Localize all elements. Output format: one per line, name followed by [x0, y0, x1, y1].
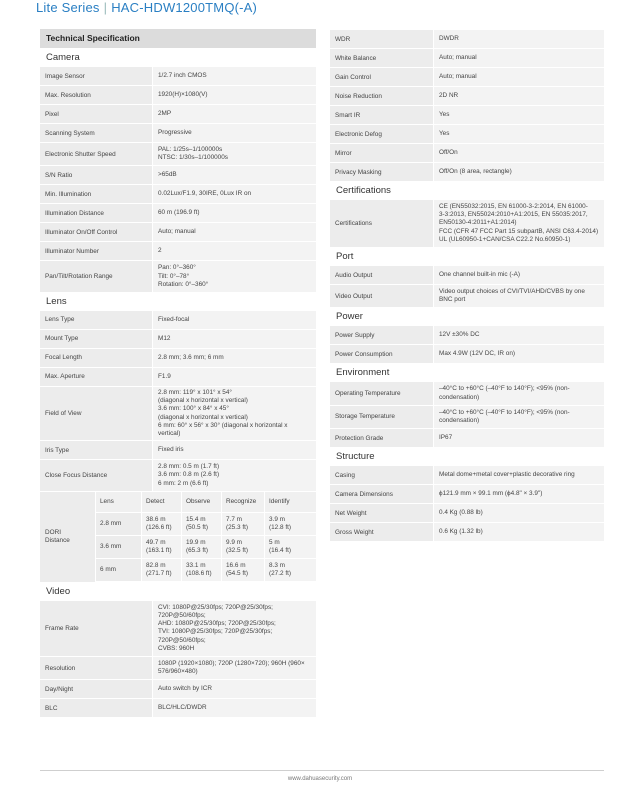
spec-row-audio-output [330, 265, 604, 284]
spec-value: Off/On (8 area, rectangle) [433, 163, 604, 181]
spec-value: 2.8 mm: 119° x 101° x 54° (diagonal x horizontal x vertical) 3.6 mm: 100° x 84° x 45° (diagonal x horizontal x vertical) 6 mm: 60° x 56° x 30° (diagonal x horizontal x vertical) [152, 387, 316, 440]
dori-header-lens: Lens [95, 492, 141, 513]
spec-row-smart-ir [330, 105, 604, 124]
spec-value: 1/2.7 inch CMOS [152, 67, 316, 85]
spec-row-white-balance [330, 48, 604, 67]
spec-row-max-aperture [40, 367, 316, 386]
spec-row-gain-control [330, 67, 604, 86]
spec-row-illumination-distance [40, 203, 316, 222]
spec-value: PAL: 1/25s–1/100000s NTSC: 1/30s–1/100000s [152, 143, 316, 165]
spec-key: Scanning System [40, 124, 152, 142]
spec-row-pixel [40, 104, 316, 123]
section-title-certifications: Certifications [336, 185, 391, 196]
spec-key: WDR [330, 30, 433, 48]
spec-key: Audio Output [330, 266, 433, 284]
spec-row-electronic-shutter-speed [40, 142, 316, 165]
section-title-camera: Camera [46, 52, 80, 63]
section-title-port: Port [336, 251, 354, 262]
dori-lens-cell: 3.6 mm [95, 536, 141, 559]
dori-value-cell: 38.6 m (126.6 ft) [141, 513, 181, 536]
spec-value: Fixed iris [152, 441, 316, 459]
spec-key: Focal Length [40, 349, 152, 367]
dori-value-cell: 9.9 m (32.5 ft) [221, 536, 264, 559]
dori-value-cell: 5 m (16.4 ft) [264, 536, 316, 559]
spec-key: Max. Resolution [40, 86, 152, 104]
spec-key: Mirror [330, 144, 433, 162]
spec-value: 0.02Lux/F1.9, 30IRE, 0Lux IR on [152, 185, 316, 203]
spec-value: Yes [433, 125, 604, 143]
spec-value: BLC/HLC/DWDR [152, 699, 316, 717]
spec-row-net-weight [330, 503, 604, 522]
section-title-video: Video [46, 585, 71, 597]
spec-key: Net Weight [330, 504, 433, 522]
spec-row-privacy-masking [330, 162, 604, 181]
spec-value: Auto; manual [433, 68, 604, 86]
section-title-environment: Environment [336, 367, 390, 379]
spec-key: Field of View [40, 387, 152, 440]
spec-value: Yes [433, 106, 604, 124]
footer-url: www.dahuasecurity.com [287, 776, 353, 782]
series-name: Lite Series [36, 0, 100, 15]
spec-row-wdr [330, 29, 604, 48]
spec-key: Camera Dimensions [330, 485, 433, 503]
spec-value: Auto; manual [152, 223, 316, 241]
spec-value: DWDR [433, 30, 604, 48]
spec-key: Image Sensor [40, 67, 152, 85]
dori-header-identify: Identify [264, 492, 316, 513]
spec-row-power-consumption [330, 344, 604, 363]
page-header [36, 0, 257, 20]
spec-value: 2.8 mm; 3.6 mm; 6 mm [152, 349, 316, 367]
spec-row-casing [330, 465, 604, 484]
spec-key: Protection Grade [330, 429, 433, 447]
spec-value: 1080P (1920×1080); 720P (1280×720); 960H (960× 576/960×480) [152, 657, 316, 679]
dori-value-cell: 16.6 m (54.5 ft) [221, 559, 264, 582]
spec-key: Operating Temperature [330, 382, 433, 404]
spec-row-camera-dimensions [330, 484, 604, 503]
spec-value: 2D NR [433, 87, 604, 105]
spec-row-field-of-view [40, 386, 316, 440]
dori-header-recognize: Recognize [221, 492, 264, 513]
spec-key: Mount Type [40, 330, 152, 348]
dori-value-cell: 82.8 m (271.7 ft) [141, 559, 181, 582]
spec-key: Video Output [330, 285, 433, 307]
spec-row-close-focus-distance [40, 459, 316, 491]
spec-value: Video output choices of CVI/TVI/AHD/CVBS by one BNC port [433, 285, 604, 307]
model-name: HAC-HDW1200TMQ(-A) [111, 0, 258, 15]
spec-value: Off/On [433, 144, 604, 162]
spec-key: BLC [40, 699, 152, 717]
spec-key: Illuminator On/Off Control [40, 223, 152, 241]
spec-key: White Balance [330, 49, 433, 67]
spec-value: –40°C to +60°C (–40°F to 140°F); <95% (non- condensation) [433, 406, 604, 428]
spec-key: Electronic Shutter Speed [40, 143, 152, 165]
spec-row-day-night [40, 679, 316, 698]
spec-value: M12 [152, 330, 316, 348]
spec-value: Pan: 0°–360° Tilt: 0°–78° Rotation: 0°–360° [152, 261, 316, 292]
spec-key: Power Supply [330, 326, 433, 344]
spec-value: CE (EN55032:2015, EN 61000-3-2:2014, EN 61000- 3-3:2013, EN55024:2010+A1:2015, EN 55035:2017, EN50130-4:2011+A1:2014) FCC (CFR 47 FCC Part 15 subpartB, ANSI C63.4-2014) UL (UL60950-1+CAN/CSA C22.2 No.60950-1) [433, 200, 604, 247]
table-title: Technical Specification [40, 29, 316, 48]
spec-value: IP67 [433, 429, 604, 447]
dori-value-cell: 3.9 m (12.8 ft) [264, 513, 316, 536]
spec-row-max-resolution [40, 85, 316, 104]
spec-key: Iris Type [40, 441, 152, 459]
dori-value-cell: 8.3 m (27.2 ft) [264, 559, 316, 582]
spec-value: Auto switch by ICR [152, 680, 316, 698]
spec-row-operating-temperature [330, 381, 604, 404]
spec-key: S/N Ratio [40, 166, 152, 184]
spec-key: Power Consumption [330, 345, 433, 363]
spec-row-storage-temperature [330, 405, 604, 428]
spec-key: Noise Reduction [330, 87, 433, 105]
spec-key: Resolution [40, 657, 152, 679]
spec-key: Privacy Masking [330, 163, 433, 181]
left-column [40, 29, 316, 717]
spec-row-frame-rate [40, 600, 316, 656]
spec-key: Certifications [330, 200, 433, 247]
spec-value: 0.6 Kg (1.32 lb) [433, 523, 604, 541]
section-title-structure: Structure [336, 451, 375, 463]
spec-row-resolution [40, 656, 316, 679]
dori-value-cell: 33.1 m (108.6 ft) [181, 559, 221, 582]
spec-value: >65dB [152, 166, 316, 184]
spec-key: Pixel [40, 105, 152, 123]
spec-row-s-n-ratio [40, 165, 316, 184]
spec-row-certifications [330, 199, 604, 247]
dori-header-detect: Detect [141, 492, 181, 513]
spec-value: 12V ±30% DC [433, 326, 604, 344]
spec-row-focal-length [40, 348, 316, 367]
spec-key: Day/Night [40, 680, 152, 698]
spec-row-lens-type [40, 310, 316, 329]
spec-key: Smart IR [330, 106, 433, 124]
dori-value-cell: 49.7 m (163.1 ft) [141, 536, 181, 559]
footer-divider [40, 770, 604, 771]
spec-row-noise-reduction [330, 86, 604, 105]
dori-value-cell: 7.7 m (25.3 ft) [221, 513, 264, 536]
dori-value-cell: 15.4 m (50.5 ft) [181, 513, 221, 536]
spec-value: 2MP [152, 105, 316, 123]
spec-key: Close Focus Distance [40, 460, 152, 491]
dori-header-observe: Observe [181, 492, 221, 513]
spec-row-mount-type [40, 329, 316, 348]
spec-key: Min. Illumination [40, 185, 152, 203]
spec-value: Metal dome+metal cover+plastic decorative ring [433, 466, 604, 484]
spec-row-electronic-defog [330, 124, 604, 143]
spec-row-image-sensor [40, 66, 316, 85]
dori-lens-cell: 2.8 mm [95, 513, 141, 536]
spec-value: 0.4 Kg (0.88 lb) [433, 504, 604, 522]
spec-key: Electronic Defog [330, 125, 433, 143]
spec-key: Illuminator Number [40, 242, 152, 260]
spec-row-illuminator-on-off-control [40, 222, 316, 241]
spec-row-illuminator-number [40, 241, 316, 260]
spec-key: Max. Aperture [40, 368, 152, 386]
spec-key: Lens Type [40, 311, 152, 329]
spec-key: Frame Rate [40, 601, 152, 656]
spec-value: –40°C to +60°C (–40°F to 140°F); <95% (non- condensation) [433, 382, 604, 404]
spec-value: CVI: 1080P@25/30fps; 720P@25/30fps; 720P@50/60fps; AHD: 1080P@25/30fps; 720P@25/30fps; TVI: 1080P@25/30fps; 720P@25/30fps; 720P@50/60fps; CVBS: 960H [152, 601, 316, 656]
spec-key: Storage Temperature [330, 406, 433, 428]
spec-value: Fixed-focal [152, 311, 316, 329]
spec-value: Progressive [152, 124, 316, 142]
spec-value: 1920(H)×1080(V) [152, 86, 316, 104]
spec-value: 2.8 mm: 0.5 m (1.7 ft) 3.6 mm: 0.8 m (2.6 ft) 6 mm: 2 m (6.6 ft) [152, 460, 316, 491]
spec-row-video-output [330, 284, 604, 307]
spec-value: 2 [152, 242, 316, 260]
spec-key: Gain Control [330, 68, 433, 86]
spec-row-pan-tilt-rotation-range [40, 260, 316, 292]
dori-value-cell: 19.9 m (65.3 ft) [181, 536, 221, 559]
spec-value: One channel built-in mic (-A) [433, 266, 604, 284]
spec-row-mirror [330, 143, 604, 162]
spec-value: Max 4.9W (12V DC, IR on) [433, 345, 604, 363]
dori-label: DORI Distance [40, 492, 95, 582]
section-title-lens: Lens [46, 295, 67, 307]
spec-row-gross-weight [330, 522, 604, 541]
spec-row-protection-grade [330, 428, 604, 447]
spec-row-scanning-system [40, 123, 316, 142]
dori-lens-cell: 6 mm [95, 559, 141, 582]
spec-value: Auto; manual [433, 49, 604, 67]
dori-distance-table [40, 491, 316, 582]
spec-key: Pan/Tilt/Rotation Range [40, 261, 152, 292]
right-column [330, 29, 604, 541]
spec-row-iris-type [40, 440, 316, 459]
spec-key: Casing [330, 466, 433, 484]
spec-value: ϕ121.9 mm × 99.1 mm (ϕ4.8" × 3.9") [433, 485, 604, 503]
spec-value: 60 m (196.9 ft) [152, 204, 316, 222]
spec-key: Gross Weight [330, 523, 433, 541]
section-title-power: Power [336, 311, 363, 323]
header-separator: | [103, 0, 108, 15]
spec-row-blc [40, 698, 316, 717]
spec-row-min-illumination [40, 184, 316, 203]
spec-row-power-supply [330, 325, 604, 344]
spec-key: Illumination Distance [40, 204, 152, 222]
spec-value: F1.9 [152, 368, 316, 386]
